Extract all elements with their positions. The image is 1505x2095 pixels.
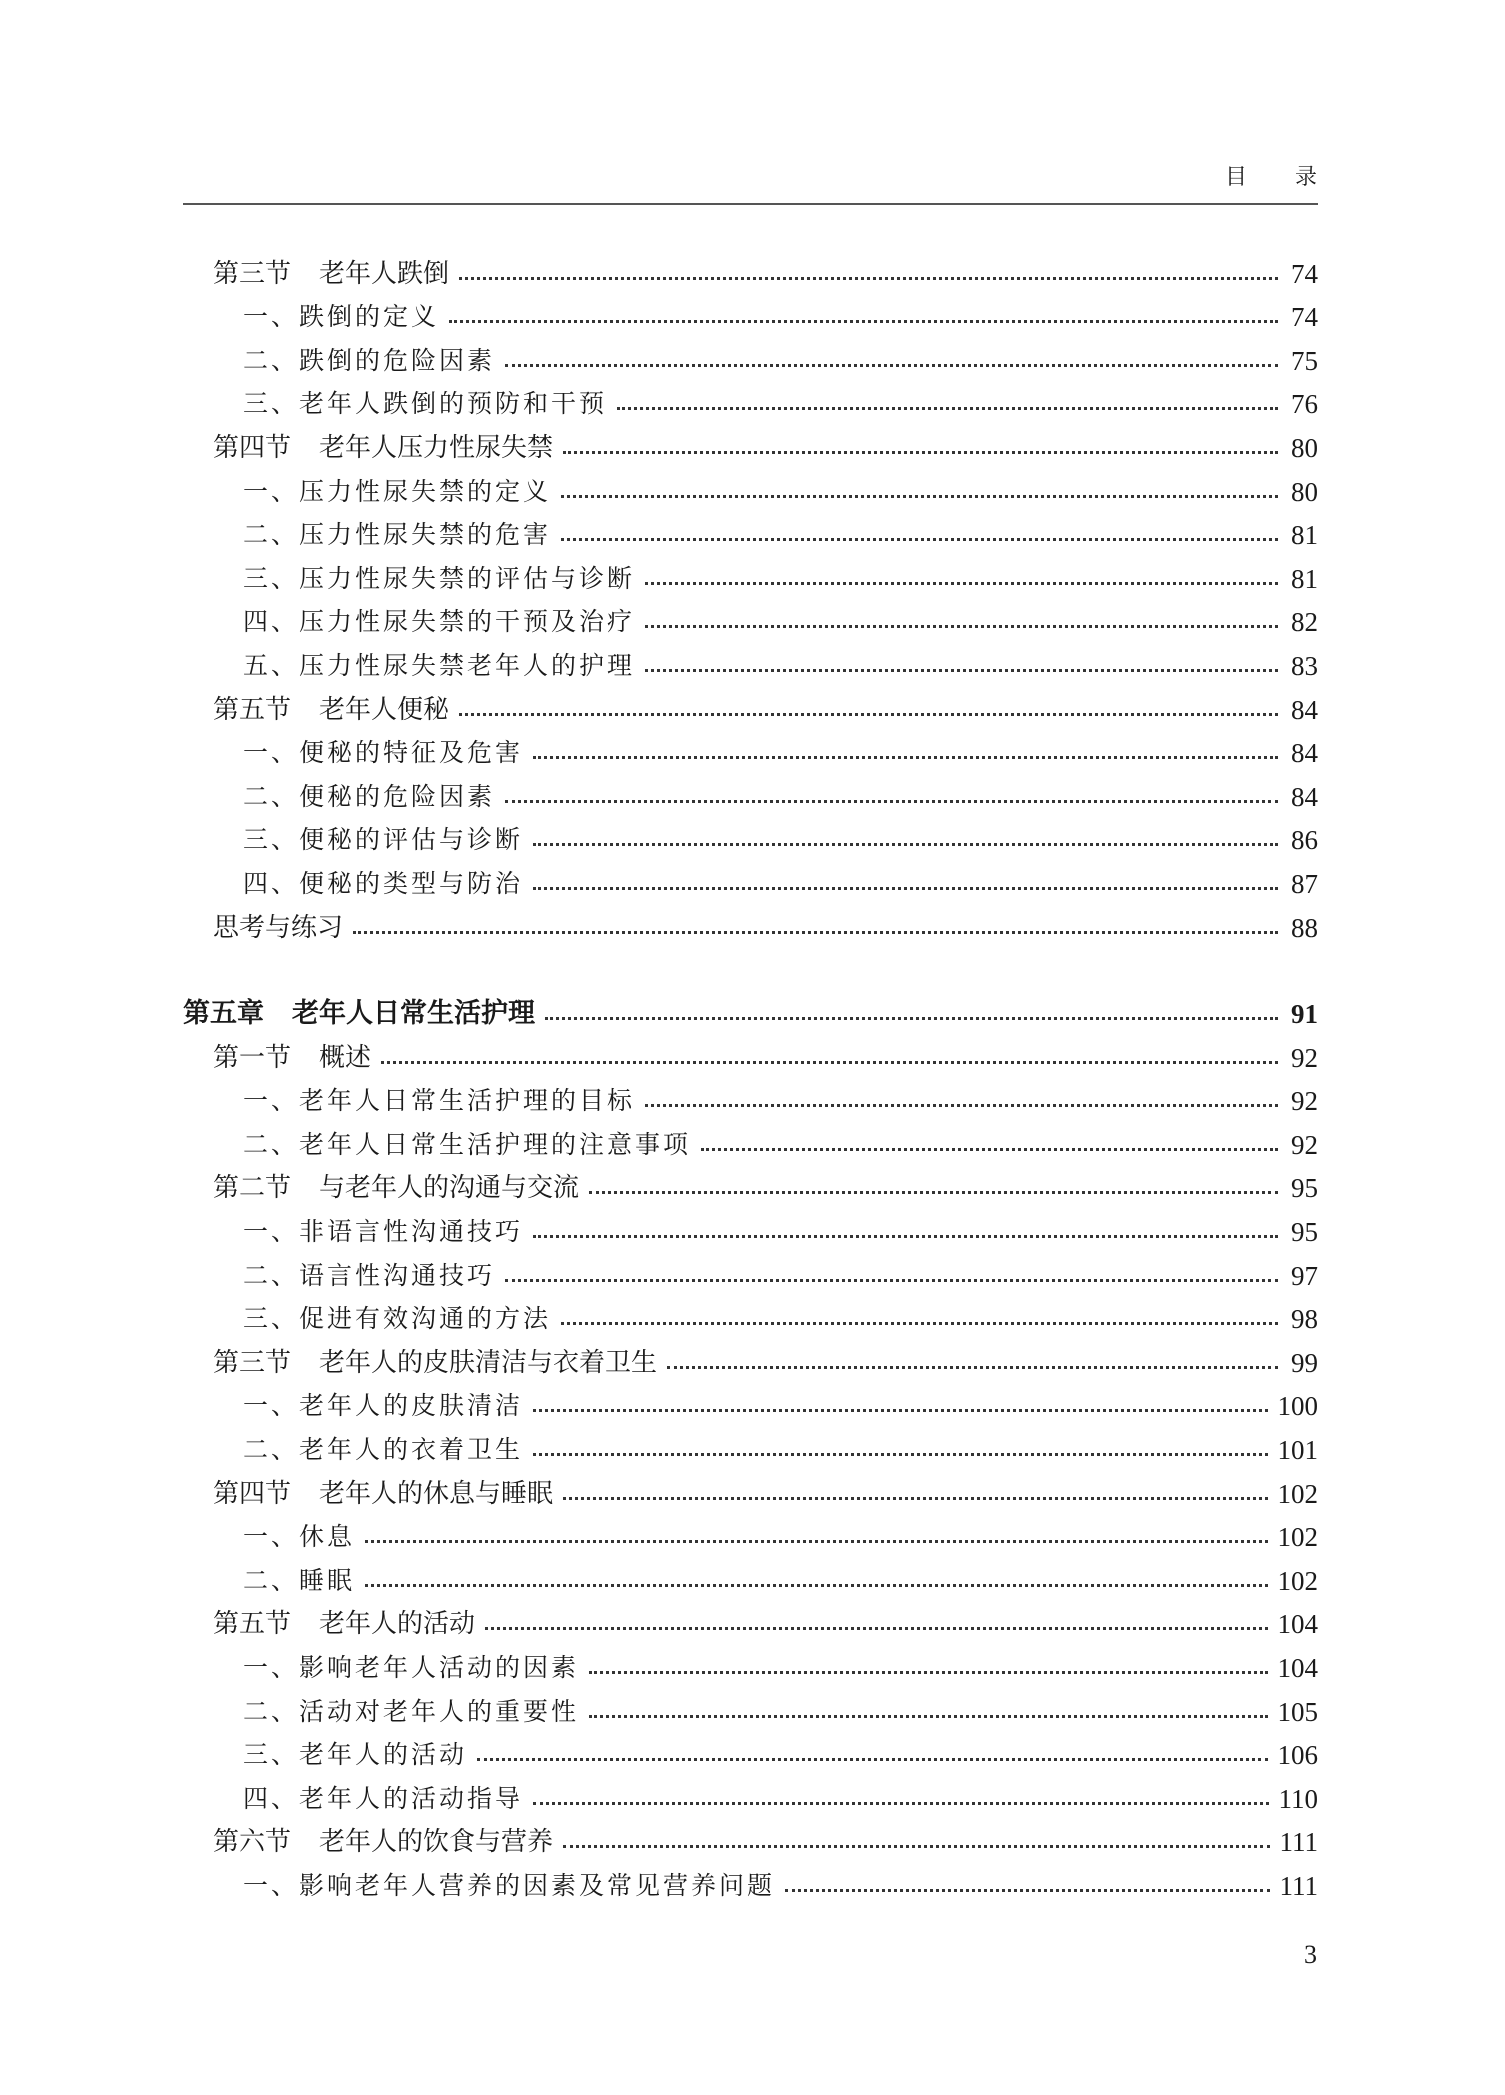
dot-leader bbox=[449, 320, 1278, 323]
toc-entry-label bbox=[213, 1609, 475, 1639]
toc-entry-item bbox=[183, 1552, 1318, 1596]
dot-leader bbox=[477, 1758, 1267, 1761]
toc-entry-title: 与老年人的沟通与交流 bbox=[319, 1173, 580, 1204]
toc-entry-title: 一、跌倒的定义 bbox=[243, 302, 440, 332]
toc-entry-label bbox=[243, 1435, 523, 1465]
toc-entry-item bbox=[183, 463, 1318, 507]
toc-entry-title: 二、老年人日常生活护理的注意事项 bbox=[243, 1129, 692, 1159]
running-head bbox=[1225, 160, 1317, 191]
toc-entry-item bbox=[183, 1291, 1318, 1335]
toc-entry-page: 74 bbox=[1291, 302, 1318, 333]
toc-entry-title: 五、压力性尿失禁老年人的护理 bbox=[243, 650, 636, 680]
toc-entry-title: 二、老年人的衣着卫生 bbox=[243, 1435, 524, 1465]
toc-entry-page: 98 bbox=[1291, 1304, 1318, 1335]
toc-entry-item bbox=[183, 1509, 1318, 1553]
toc-entry-number: 第五节 bbox=[213, 694, 292, 725]
toc-entry-title: 一、便秘的特征及危害 bbox=[243, 738, 524, 768]
toc-entry-section bbox=[183, 1160, 1318, 1204]
toc-entry-page: 87 bbox=[1291, 868, 1318, 899]
toc-entry-number: 第五章 bbox=[183, 998, 264, 1030]
dot-leader bbox=[365, 1584, 1267, 1587]
toc-entry-title: 一、老年人的皮肤清洁 bbox=[243, 1391, 524, 1421]
dot-leader bbox=[459, 713, 1278, 716]
toc-entry-label bbox=[183, 999, 535, 1029]
dot-leader bbox=[645, 582, 1278, 585]
toc-entry-item bbox=[183, 289, 1318, 333]
toc-entry-number: 第五节 bbox=[213, 1609, 292, 1640]
toc-entry-section bbox=[183, 245, 1318, 289]
toc-entry-item bbox=[183, 1116, 1318, 1160]
toc-entry-item bbox=[183, 637, 1318, 681]
running-head-left: 目 bbox=[1224, 165, 1247, 190]
toc-entry-item bbox=[183, 376, 1318, 420]
toc-entry-page: 80 bbox=[1291, 432, 1318, 463]
toc-entry-label bbox=[213, 1043, 371, 1073]
dot-leader bbox=[589, 1715, 1267, 1718]
toc-entry-page: 75 bbox=[1291, 345, 1318, 376]
toc-entry-section bbox=[183, 1465, 1318, 1509]
toc-entry-label bbox=[243, 1304, 551, 1334]
toc-entry-label bbox=[213, 259, 449, 289]
toc-entry-item bbox=[183, 1247, 1318, 1291]
toc-entry-label bbox=[243, 1653, 579, 1683]
toc-entry-label bbox=[243, 520, 551, 550]
toc-entry-number: 第四节 bbox=[213, 432, 292, 463]
toc-entry-title: 一、影响老年人活动的因素 bbox=[243, 1653, 580, 1682]
toc-entry-item bbox=[183, 1639, 1318, 1683]
toc-entry-label bbox=[243, 1217, 523, 1247]
dot-leader bbox=[533, 887, 1278, 890]
toc-entry-page: 91 bbox=[1291, 999, 1318, 1030]
toc-entry-item bbox=[183, 1727, 1318, 1771]
dot-leader bbox=[459, 277, 1278, 280]
toc-entry-page: 99 bbox=[1291, 1347, 1318, 1378]
dot-leader bbox=[533, 1802, 1268, 1805]
toc-entry-title: 老年人的饮食与营养 bbox=[319, 1827, 554, 1858]
toc-entry-item bbox=[183, 1203, 1318, 1247]
toc-entry-label bbox=[243, 1261, 495, 1291]
toc-entry-page: 111 bbox=[1279, 1870, 1318, 1901]
toc-entry-title: 二、睡眠 bbox=[243, 1565, 356, 1595]
toc-entry-page: 102 bbox=[1277, 1565, 1318, 1596]
toc-entry-page: 106 bbox=[1277, 1740, 1318, 1771]
toc-entry-title: 三、老年人的活动 bbox=[243, 1740, 468, 1770]
toc-entry-item bbox=[183, 855, 1318, 899]
toc-entry-exercise bbox=[183, 899, 1318, 943]
dot-leader bbox=[533, 756, 1278, 759]
dot-leader bbox=[533, 1453, 1267, 1456]
toc-entry-item bbox=[183, 550, 1318, 594]
toc-entry-label bbox=[213, 913, 343, 943]
toc-entry-page: 83 bbox=[1291, 650, 1318, 681]
toc-entry-title: 二、活动对老年人的重要性 bbox=[243, 1696, 580, 1726]
toc-entry-title: 老年人的皮肤清洁与衣着卫生 bbox=[319, 1347, 658, 1378]
toc-entry-number: 第六节 bbox=[213, 1827, 292, 1858]
toc-entry-label bbox=[243, 1871, 775, 1901]
toc-entry-title: 一、老年人日常生活护理的目标 bbox=[243, 1086, 636, 1116]
dot-leader bbox=[589, 1191, 1278, 1194]
toc-entry-title: 老年人的休息与睡眠 bbox=[319, 1478, 554, 1509]
toc-entry-label bbox=[243, 1740, 467, 1770]
dot-leader bbox=[563, 1497, 1267, 1500]
toc-entry-label bbox=[213, 1348, 657, 1378]
dot-leader bbox=[563, 1845, 1269, 1848]
toc-entry-title: 三、便秘的评估与诊断 bbox=[243, 825, 524, 855]
toc-entry-label bbox=[243, 389, 607, 419]
toc-entry-label bbox=[243, 302, 439, 332]
table-of-contents bbox=[183, 245, 1318, 1901]
toc-entry-item bbox=[183, 1683, 1318, 1727]
toc-entry-item bbox=[183, 1378, 1318, 1422]
dot-leader bbox=[645, 669, 1278, 672]
toc-entry-label bbox=[243, 869, 523, 899]
toc-entry-page: 100 bbox=[1277, 1391, 1318, 1422]
toc-entry-page: 92 bbox=[1291, 1129, 1318, 1160]
toc-entry-page: 105 bbox=[1277, 1696, 1318, 1727]
toc-entry-title: 老年人跌倒 bbox=[319, 258, 450, 289]
toc-entry-title: 老年人日常生活护理 bbox=[292, 998, 535, 1030]
toc-entry-number: 第三节 bbox=[213, 258, 292, 289]
dot-leader bbox=[365, 1540, 1267, 1543]
toc-entry-label bbox=[213, 695, 449, 725]
dot-leader bbox=[533, 1235, 1278, 1238]
toc-entry-page: 80 bbox=[1291, 476, 1318, 507]
page-number: 3 bbox=[1304, 1940, 1317, 1969]
toc-entry-page: 84 bbox=[1291, 738, 1318, 769]
toc-entry-title: 二、跌倒的危险因素 bbox=[243, 345, 496, 375]
dot-leader bbox=[785, 1889, 1269, 1892]
toc-entry-page: 88 bbox=[1291, 912, 1318, 943]
toc-entry-page: 81 bbox=[1291, 563, 1318, 594]
toc-entry-label bbox=[243, 1697, 579, 1727]
dot-leader bbox=[561, 538, 1278, 541]
dot-leader bbox=[617, 407, 1278, 410]
toc-entry-label bbox=[243, 1784, 523, 1814]
toc-entry-label bbox=[213, 1827, 553, 1857]
toc-entry-item bbox=[183, 1073, 1318, 1117]
toc-entry-page: 82 bbox=[1291, 607, 1318, 638]
toc-entry-label bbox=[243, 782, 495, 812]
toc-entry-item bbox=[183, 1770, 1318, 1814]
toc-entry-page: 102 bbox=[1277, 1478, 1318, 1509]
toc-entry-item bbox=[183, 1857, 1318, 1901]
toc-entry-title: 三、压力性尿失禁的评估与诊断 bbox=[243, 563, 636, 593]
toc-entry-section bbox=[183, 1814, 1318, 1858]
toc-entry-title: 老年人的活动 bbox=[319, 1609, 476, 1640]
toc-entry-item bbox=[183, 812, 1318, 856]
toc-entry-page: 92 bbox=[1291, 1042, 1318, 1073]
toc-entry-title: 老年人压力性尿失禁 bbox=[319, 432, 554, 463]
toc-entry-label bbox=[213, 1479, 553, 1509]
toc-entry-number: 第四节 bbox=[213, 1478, 292, 1509]
toc-entry-label bbox=[243, 1566, 355, 1596]
toc-entry-label bbox=[243, 825, 523, 855]
toc-entry-page: 81 bbox=[1291, 520, 1318, 551]
toc-entry-label bbox=[243, 651, 635, 681]
toc-entry-item bbox=[183, 725, 1318, 769]
toc-entry-title: 概述 bbox=[319, 1042, 372, 1073]
toc-entry-section bbox=[183, 1029, 1318, 1073]
toc-entry-label bbox=[243, 346, 495, 376]
toc-entry-title: 一、休息 bbox=[243, 1522, 356, 1552]
toc-entry-page: 110 bbox=[1278, 1783, 1318, 1814]
dot-leader bbox=[645, 1104, 1278, 1107]
toc-entry-title: 三、老年人跌倒的预防和干预 bbox=[243, 389, 608, 419]
toc-entry-item bbox=[183, 594, 1318, 638]
toc-entry-page: 86 bbox=[1291, 825, 1318, 856]
toc-entry-page: 95 bbox=[1291, 1173, 1318, 1204]
toc-entry-section bbox=[183, 681, 1318, 725]
toc-entry-page: 104 bbox=[1277, 1609, 1318, 1640]
toc-entry-page: 101 bbox=[1277, 1435, 1318, 1466]
dot-leader bbox=[353, 931, 1278, 934]
toc-entry-page: 84 bbox=[1291, 781, 1318, 812]
toc-entry-item bbox=[183, 768, 1318, 812]
toc-entry-title: 二、压力性尿失禁的危害 bbox=[243, 520, 552, 550]
toc-entry-page: 84 bbox=[1291, 694, 1318, 725]
toc-entry-label bbox=[243, 1391, 523, 1421]
header-rule bbox=[183, 203, 1318, 205]
toc-entry-label bbox=[243, 607, 635, 637]
dot-leader bbox=[563, 451, 1278, 454]
dot-leader bbox=[533, 843, 1278, 846]
toc-entry-section bbox=[183, 1334, 1318, 1378]
dot-leader bbox=[545, 1017, 1278, 1020]
toc-entry-item bbox=[183, 1421, 1318, 1465]
toc-entry-title: 一、非语言性沟通技巧 bbox=[243, 1217, 524, 1247]
toc-entry-section bbox=[183, 419, 1318, 463]
toc-entry-page: 92 bbox=[1291, 1086, 1318, 1117]
toc-entry-title: 二、语言性沟通技巧 bbox=[243, 1260, 496, 1290]
toc-entry-label bbox=[243, 738, 523, 768]
dot-leader bbox=[505, 800, 1278, 803]
dot-leader bbox=[645, 625, 1278, 628]
toc-entry-title: 一、压力性尿失禁的定义 bbox=[243, 476, 552, 506]
running-head-right: 录 bbox=[1294, 165, 1317, 190]
dot-leader bbox=[533, 1409, 1267, 1412]
dot-leader bbox=[505, 1279, 1278, 1282]
toc-entry-title: 三、促进有效沟通的方法 bbox=[243, 1304, 552, 1334]
toc-entry-title: 四、压力性尿失禁的干预及治疗 bbox=[243, 607, 636, 637]
toc-entry-label bbox=[213, 433, 553, 463]
dot-leader bbox=[589, 1671, 1267, 1674]
toc-entry-number: 第一节 bbox=[213, 1042, 292, 1073]
toc-entry-title: 二、便秘的危险因素 bbox=[243, 781, 496, 811]
toc-entry-label bbox=[243, 1130, 691, 1160]
dot-leader bbox=[701, 1148, 1278, 1151]
toc-entry-page: 111 bbox=[1279, 1827, 1318, 1858]
toc-entry-number: 第三节 bbox=[213, 1347, 292, 1378]
toc-entry-page: 102 bbox=[1277, 1522, 1318, 1553]
dot-leader bbox=[381, 1061, 1278, 1064]
toc-entry-page: 97 bbox=[1291, 1260, 1318, 1291]
dot-leader bbox=[667, 1366, 1278, 1369]
toc-entry-chapter bbox=[183, 986, 1318, 1030]
toc-entry-section bbox=[183, 1596, 1318, 1640]
toc-entry-title: 四、便秘的类型与防治 bbox=[243, 868, 524, 898]
toc-entry-page: 95 bbox=[1291, 1217, 1318, 1248]
dot-leader bbox=[485, 1627, 1267, 1630]
toc-entry-label bbox=[243, 477, 551, 507]
toc-entry-number: 第二节 bbox=[213, 1173, 292, 1204]
dot-leader bbox=[505, 364, 1278, 367]
toc-entry-title: 老年人便秘 bbox=[319, 694, 450, 725]
dot-leader bbox=[561, 495, 1278, 498]
toc-entry-page: 104 bbox=[1277, 1653, 1318, 1683]
toc-entry-item bbox=[183, 507, 1318, 551]
toc-entry-title: 思考与练习 bbox=[213, 912, 344, 943]
toc-entry-title: 四、老年人的活动指导 bbox=[243, 1783, 524, 1813]
toc-entry-page: 76 bbox=[1291, 389, 1318, 420]
toc-entry-page: 74 bbox=[1291, 258, 1318, 289]
toc-entry-title: 一、影响老年人营养的因素及常见营养问题 bbox=[243, 1870, 776, 1900]
toc-entry-label bbox=[243, 1522, 355, 1552]
toc-entry-label bbox=[243, 564, 635, 594]
toc-entry-label bbox=[213, 1173, 579, 1203]
dot-leader bbox=[561, 1322, 1278, 1325]
toc-entry-item bbox=[183, 332, 1318, 376]
toc-entry-label bbox=[243, 1086, 635, 1116]
